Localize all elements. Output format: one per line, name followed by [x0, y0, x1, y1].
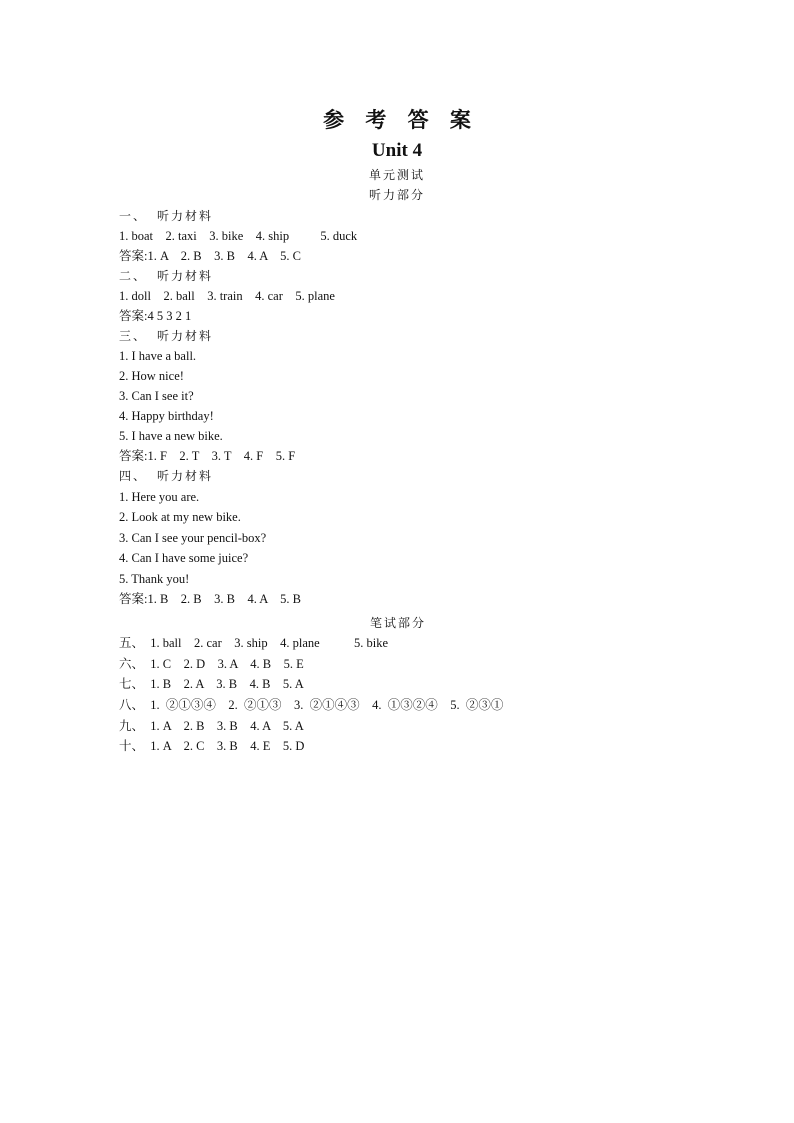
answer-line: 八、 1. ②①③④ 2. ②①③ 3. ②①④③ 4. ①③②④ 5. ②③①: [119, 698, 504, 713]
listening-heading-2: 二、 听力材料: [119, 269, 214, 283]
listening-heading-4: 四、 听力材料: [119, 469, 214, 483]
section-subtitle-unit-test: 单元测试: [368, 168, 425, 182]
answer-line: 答案:1. F 2. T 3. T 4. F 5. F: [119, 449, 296, 463]
answer-line: 答案:1. A 2. B 3. B 4. A 5. C: [119, 249, 301, 263]
unit-title: Unit 4: [371, 140, 423, 161]
answer-line: 3. Can I see your pencil-box?: [119, 530, 267, 545]
answer-line: 2. How nice!: [119, 369, 184, 383]
answer-line: 六、 1. C 2. D 3. A 4. B 5. E: [119, 656, 304, 671]
section-subtitle-listening: 听力部分: [368, 188, 425, 202]
answer-line: 1. boat 2. taxi 3. bike 4. ship 5. duck: [119, 229, 358, 243]
written-section: [119, 633, 719, 757]
answer-line: 4. Can I have some juice?: [119, 551, 249, 565]
answer-line: 七、 1. B 2. A 3. B 4. B 5. A: [119, 677, 304, 692]
answer-line: 九、 1. A 2. B 3. B 4. A 5. A: [119, 718, 304, 733]
answer-line: 答案:4 5 3 2 1: [119, 309, 192, 323]
page-title: 参 考 答 案: [323, 108, 479, 132]
listening-heading-1: 一、 听力材料: [119, 209, 214, 223]
answer-line: 1. I have a ball.: [119, 349, 197, 363]
listening-heading-3: 三、 听力材料: [119, 329, 214, 343]
listening-section: [119, 206, 679, 610]
answer-line: 1. Here you are.: [119, 489, 200, 504]
answer-line: 5. I have a new bike.: [119, 429, 223, 443]
answer-line: 五、 1. ball 2. car 3. ship 4. plane 5. bike: [119, 636, 389, 650]
answer-line: 1. doll 2. ball 3. train 4. car 5. plane: [119, 289, 335, 303]
answer-line: 5. Thank you!: [119, 571, 190, 586]
answer-line: 2. Look at my new bike.: [119, 510, 241, 524]
answer-line: 3. Can I see it?: [119, 389, 194, 403]
answer-line: 十、 1. A 2. C 3. B 4. E 5. D: [119, 739, 305, 754]
answer-line: 答案:1. B 2. B 3. B 4. A 5. B: [119, 592, 301, 606]
answer-line: 4. Happy birthday!: [119, 409, 214, 423]
written-section-heading: 笔试部分: [370, 616, 427, 630]
